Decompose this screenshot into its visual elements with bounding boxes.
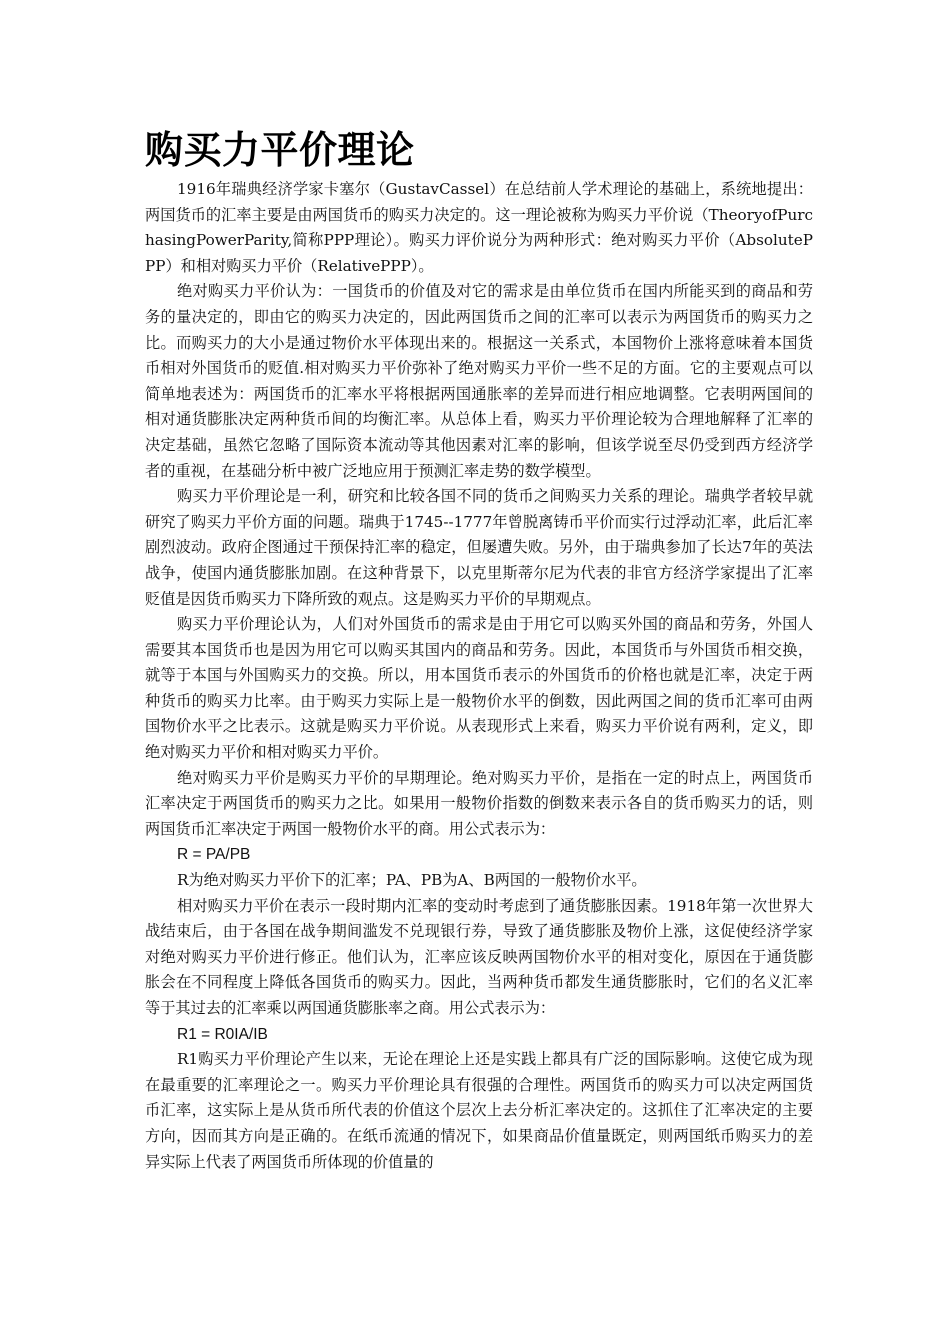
formula-absolute: R = PA/PB bbox=[177, 846, 251, 864]
paragraph-relative-ppp: 相对购买力平价在表示一段时期内汇率的变动时考虑到了通货膨胀因素。1918年第一次世界大战结束后，由于各国在战争期间滥发不兑现银行券，导致了通货膨胀及物价上涨，这促使经济学家对绝对购买力平价进行修正。他们认为，汇率应该反映两国物价水平的相对变化，原因在于通货膨胀会在不同程度上降低各国货币的购买力。因此，当两种货币都发生通货膨胀时，它们的名义汇率等于其过去的汇率乘以两国通货膨胀率之商。用公式表示为： bbox=[145, 896, 813, 1017]
paragraph-absolute-definition: 绝对购买力平价是购买力平价的早期理论。绝对购买力平价，是指在一定的时点上，两国货币汇率决定于两国货币的购买力之比。如果用一般物价指数的倒数来表示各自的货币购买力的话，则两国货币汇率决定于两国一般物价水平的商。用公式表示为： bbox=[145, 768, 813, 838]
paragraph-history: 购买力平价理论是一利，研究和比较各国不同的货币之间购买力关系的理论。瑞典学者较早就研究了购买力平价方面的问题。瑞典于1745--1777年曾脱离铸币平价而实行过浮动汇率，此后汇率剧烈波动。政府企图通过干预保持汇率的稳定，但屡遭失败。另外，由于瑞典参加了长达7年的英法战争，使国内通货膨胀加剧。在这种背景下，以克里斯蒂尔尼为代表的非官方经济学家提出了汇率贬值是因货币购买力下降所致的观点。这是购买力平价的早期观点。 bbox=[145, 487, 813, 608]
paragraph-intro: 1916年瑞典经济学家卡塞尔（GustavCassel）在总结前人学术理论的基础上，系统地提出：两国货币的汇率主要是由两国货币的购买力决定的。这一理论被称为购买力平价说（TheoryofPurchasingPowerParity,简称PPP理论）。购买力评价说分为两种形式：绝对购买力平价（AbsolutePPP）和相对购买力平价（RelativePPP）。 bbox=[145, 180, 813, 275]
formula-absolute-note: R为绝对购买力平价下的汇率；PA、PB为A、B两国的一般物价水平。 bbox=[177, 871, 647, 890]
formula-relative: R1 = R0IA/IB bbox=[177, 1025, 268, 1043]
paragraph-absolute-ppp: 绝对购买力平价认为：一国货币的价值及对它的需求是由单位货币在国内所能买到的商品和劳务的量决定的，即由它的购买力决定的，因此两国货币之间的汇率可以表示为两国货币的购买力之比。而购买力的大小是通过物价水平体现出来的。根据这一关系式，本国物价上涨将意味着本国货币相对外国货币的贬值.相对购买力平价弥补了绝对购买力平价一些不足的方面。它的主要观点可以简单地表述为：两国货币的汇率水平将根据两国通胀率的差异而进行相应地调整。它表明两国间的相对通货膨胀决定两种货币间的均衡汇率。从总体上看，购买力平价理论较为合理地解释了汇率的决定基础，虽然它忽略了国际资本流动等其他因素对汇率的影响，但该学说至尽仍受到西方经济学者的重视，在基础分析中被广泛地应用于预测汇率走势的数学模型。 bbox=[145, 282, 813, 480]
paragraph-final: R1购买力平价理论产生以来，无论在理论上还是实践上都具有广泛的国际影响。这使它成为现在最重要的汇率理论之一。购买力平价理论具有很强的合理性。两国货币的购买力可以决定两国货币汇率，这实际上是从货币所代表的价值这个层次上去分析汇率决定的。这抓住了汇率决定的主要方向，因而其方向是正确的。在纸币流通的情况下，如果商品价值量既定，则两国纸币购买力的差异实际上代表了两国货币所体现的价值量的 bbox=[145, 1050, 813, 1171]
document-title: 购买力平价理论 bbox=[145, 128, 415, 172]
document-body bbox=[145, 124, 813, 1175]
paragraph-theory: 购买力平价理论认为，人们对外国货币的需求是由于用它可以购买外国的商品和劳务，外国人需要其本国货币也是因为用它可以购买其国内的商品和劳务。因此，本国货币与外国货币相交换，就等于本国与外国购买力的交换。所以，用本国货币表示的外国货币的价格也就是汇率，决定于两种货币的购买力比率。由于购买力实际上是一般物价水平的倒数，因此两国之间的货币汇率可由两国物价水平之比表示。这就是购买力平价说。从表现形式上来看，购买力平价说有两利，定义，即绝对购买力平价和相对购买力平价。 bbox=[145, 615, 813, 762]
